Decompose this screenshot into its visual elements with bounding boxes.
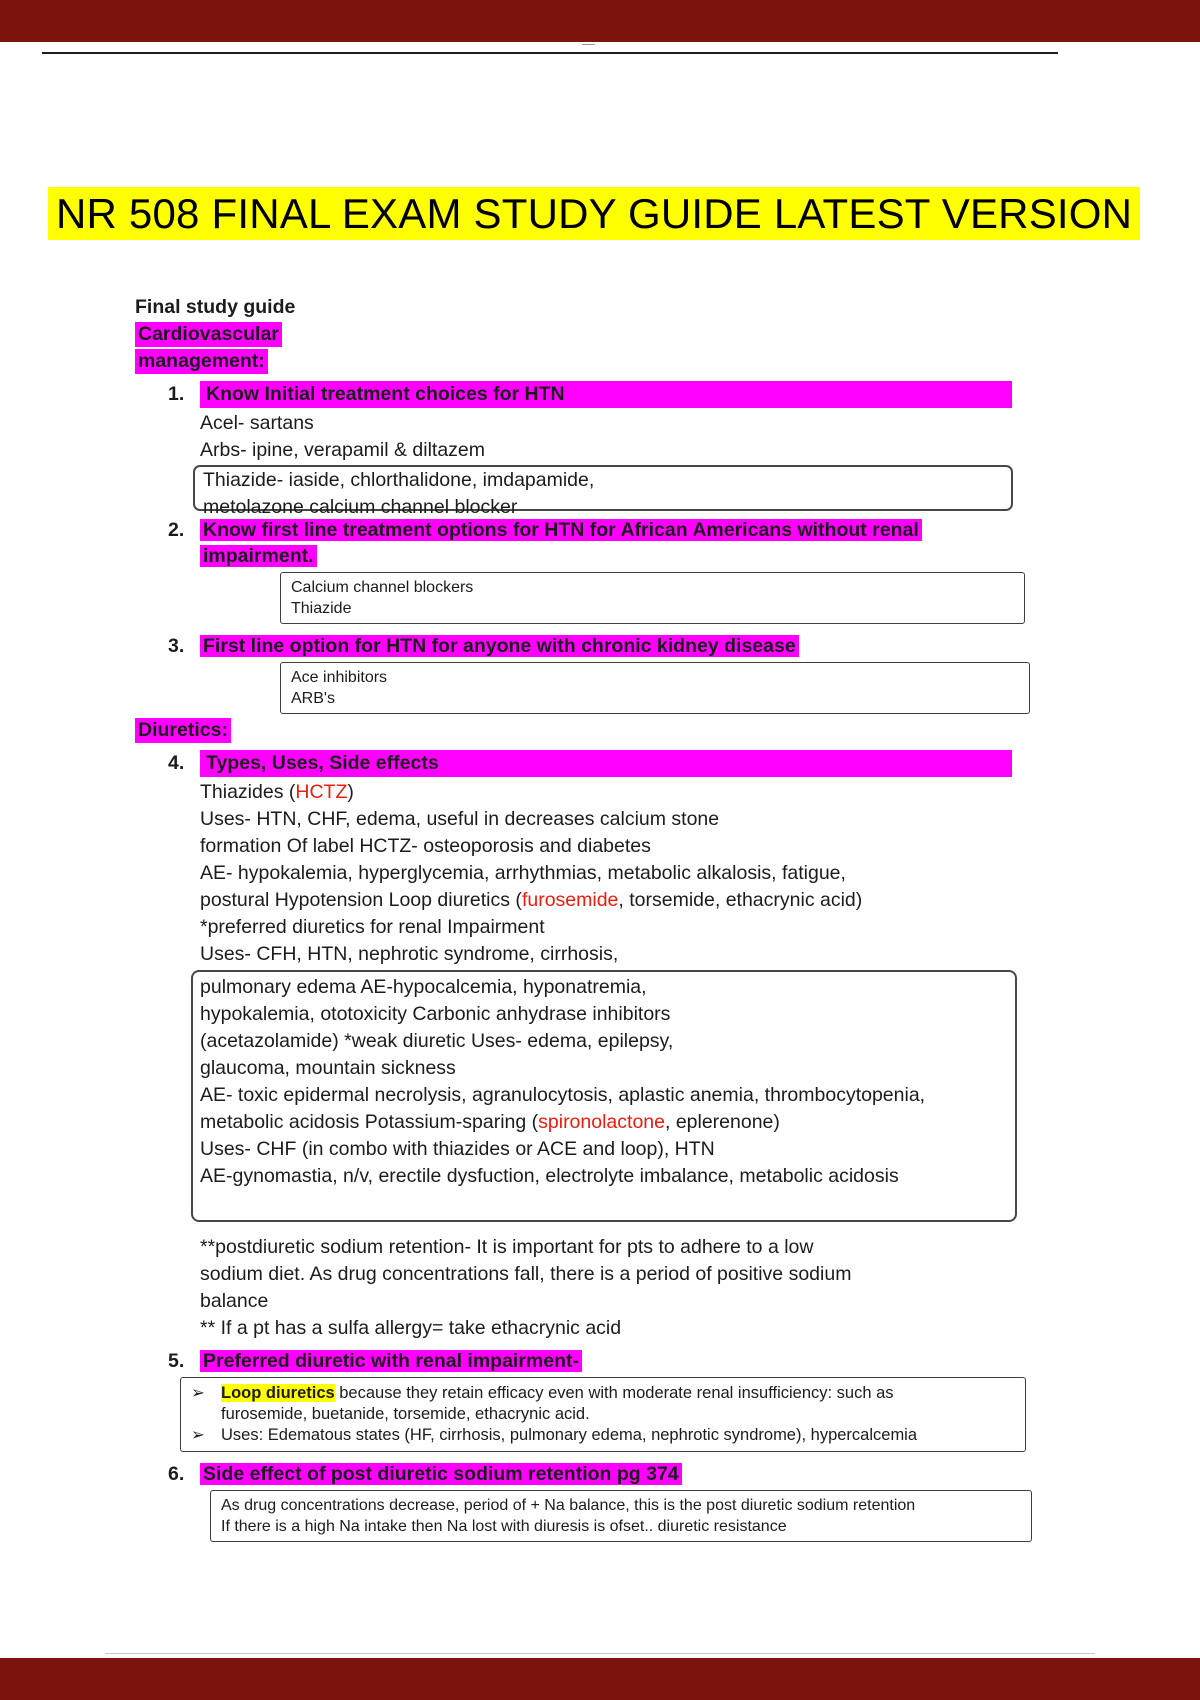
item5-bullet-2 [189, 1425, 1017, 1446]
item4-box-line-6-pre: metabolic acidosis Potassium-sparing ( [200, 1111, 539, 1133]
item4-box-line-6 [200, 1109, 1007, 1136]
item5-number: 5. [168, 1350, 185, 1372]
arrow-bullet-icon: ➢ [191, 1384, 205, 1402]
list-item-3 [168, 633, 1012, 717]
item2-answer-box [280, 572, 1025, 624]
item1-box-line-1: Thiazide- iaside, chlorthalidone, imdapamide, [203, 469, 595, 491]
item4-line-1 [200, 779, 1012, 806]
item4-line-7: Uses- CFH, HTN, nephrotic syndrome, cirrhosis, [200, 943, 619, 965]
item4-line-1-pre: Thiazides ( [200, 781, 296, 803]
page-top-dash: — [582, 36, 595, 51]
item4-note-1-line-3: balance [200, 1290, 269, 1312]
header-rule [42, 52, 1058, 54]
footer-rule [105, 1653, 1095, 1654]
item4-body [200, 750, 1012, 1342]
item1-box-line-2: metolazone calcium channel blocker [203, 496, 518, 518]
item3-title-highlight: First line option for HTN for anyone with chronic kidney disease [200, 635, 799, 657]
item3-body [200, 633, 1012, 717]
item4-note-1-line-2: sodium diet. As drug concentrations fall, there is a period of positive sodium [200, 1263, 852, 1285]
item4-box-line-7: Uses- CHF (in combo with thiazides or ACE and loop), HTN [200, 1138, 715, 1160]
item4-line-6: *preferred diuretics for renal Impairment [200, 916, 545, 938]
item4-line-5 [200, 887, 1012, 914]
item2-box-line-1: Calcium channel blockers [291, 579, 474, 596]
list-item-2 [168, 517, 1012, 627]
highlight-diuretics: Diuretics: [135, 718, 231, 743]
list-item-6 [168, 1461, 1012, 1545]
arrow-bullet-icon: ➢ [191, 1426, 205, 1444]
page-title-highlight: NR 508 FINAL EXAM STUDY GUIDE LATEST VERSION [48, 187, 1140, 240]
item4-line-5-red: furosemide [521, 889, 619, 911]
item4-note-1-line-1: **postdiuretic sodium retention- It is important for pts to adhere to a low [200, 1236, 814, 1258]
item2-body [200, 517, 1012, 627]
item3-number: 3. [168, 635, 185, 657]
item1-line-1: Acel- sartans [200, 412, 314, 434]
item4-box-line-4: glaucoma, mountain sickness [200, 1057, 456, 1079]
item4-box-line-2: hypokalemia, ototoxicity Carbonic anhydrase inhibitors [200, 1003, 671, 1025]
list-item-1 [168, 381, 1012, 518]
item4-box-line-6-red: spironolactone [538, 1111, 665, 1133]
intro-heading: Final study guide [135, 296, 296, 318]
item4-box-line-3: (acetazolamide) *weak diuretic Uses- edema, epilepsy, [200, 1030, 674, 1052]
loop-diuretics-highlight: Loop diuretics [221, 1384, 335, 1402]
item2-number: 2. [168, 519, 185, 541]
item4-number: 4. [168, 752, 185, 774]
item4-line-5-post: , torsemide, ethacrynic acid) [618, 889, 863, 911]
item4-line-5-pre: postural Hypotension Loop diuretics ( [200, 889, 522, 911]
item4-box-line-1: pulmonary edema AE-hypocalcemia, hyponatremia, [200, 976, 647, 998]
item6-body [200, 1461, 1012, 1545]
item1-line-2: Arbs- ipine, verapamil & diltazem [200, 439, 486, 461]
item3-answer-box [280, 662, 1030, 714]
item6-box-line-1: As drug concentrations decrease, period of + Na balance, this is the post diuretic sodium retention [221, 1497, 916, 1514]
item4-box-line-6-post: , eplerenone) [664, 1111, 780, 1133]
item1-body [200, 381, 1012, 518]
page-title [48, 190, 1140, 238]
item4-title: Types, Uses, Side effects [200, 750, 1012, 777]
item3-box-line-2: ARB's [291, 690, 335, 707]
item5-bullet-1 [189, 1383, 1017, 1404]
item4-line-2: Uses- HTN, CHF, edema, useful in decreases calcium stone [200, 808, 720, 830]
item6-title [200, 1461, 1012, 1487]
item4-line-4: AE- hypokalemia, hyperglycemia, arrhythmias, metabolic alkalosis, fatigue, [200, 862, 846, 884]
document-body [135, 294, 1012, 1545]
highlight-cardiovascular: Cardiovascular [135, 322, 282, 347]
highlight-management: management: [135, 349, 268, 374]
bottom-border-bar [0, 1658, 1200, 1700]
item5-title-highlight: Preferred diuretic with renal impairment- [200, 1350, 582, 1372]
diuretics-heading-line [135, 717, 1012, 744]
list-item-4 [168, 750, 1012, 1342]
item1-number: 1. [168, 383, 185, 405]
item6-box-line-2: If there is a high Na intake then Na lost with diuresis is ofset.. diuretic resistance [221, 1518, 787, 1535]
item2-box-line-2: Thiazide [291, 600, 352, 617]
item2-title-line-2 [200, 543, 1012, 569]
item5-answer-box [180, 1377, 1026, 1452]
item5-title [200, 1348, 1012, 1374]
item5-bullet-1-line-2: furosemide, buetanide, torsemide, ethacrynic acid. [221, 1405, 590, 1423]
item3-box-line-1: Ace inhibitors [291, 669, 388, 686]
item6-number: 6. [168, 1463, 185, 1485]
item1-outline-box [193, 465, 1013, 518]
intro-highlight-line-2 [135, 348, 1012, 375]
item4-box-line-8: AE-gynomastia, n/v, erectile dysfuction, electrolyte imbalance, metabolic acidosis [200, 1165, 899, 1187]
item4-outline-box [191, 970, 1017, 1222]
item5-body [191, 1348, 1012, 1455]
item4-line-1-post: ) [347, 781, 354, 803]
item6-answer-box [210, 1490, 1032, 1542]
item3-title [200, 633, 1012, 659]
top-border-bar [0, 0, 1200, 42]
item2-title-highlight-2: impairment. [200, 545, 317, 567]
item4-box-line-5: AE- toxic epidermal necrolysis, agranulocytosis, aplastic anemia, thrombocytopenia, [200, 1084, 926, 1106]
item1-title: Know Initial treatment choices for HTN [200, 381, 1012, 408]
item2-title-highlight-1: Know first line treatment options for HTN for African Americans without renal [200, 519, 922, 541]
item4-note-1 [200, 1234, 1012, 1315]
item5-bullet-2-text: Uses: Edematous states (HF, cirrhosis, pulmonary edema, nephrotic syndrome), hypercalcemia [221, 1426, 918, 1444]
item4-note-2: ** If a pt has a sulfa allergy= take ethacrynic acid [200, 1317, 622, 1339]
item4-line-1-red: HCTZ [295, 781, 348, 803]
item6-title-highlight: Side effect of post diuretic sodium retention pg 374 [200, 1463, 682, 1485]
intro-highlight-line-1 [135, 321, 1012, 348]
item4-line-3: formation Of label HCTZ- osteoporosis and diabetes [200, 835, 651, 857]
list-item-5 [168, 1348, 1012, 1455]
item5-bullet-1-rest: because they retain efficacy even with moderate renal insufficiency: such as [334, 1384, 894, 1402]
item2-title-line-1 [200, 517, 1012, 543]
item5-bullet-1-text [221, 1383, 1017, 1404]
